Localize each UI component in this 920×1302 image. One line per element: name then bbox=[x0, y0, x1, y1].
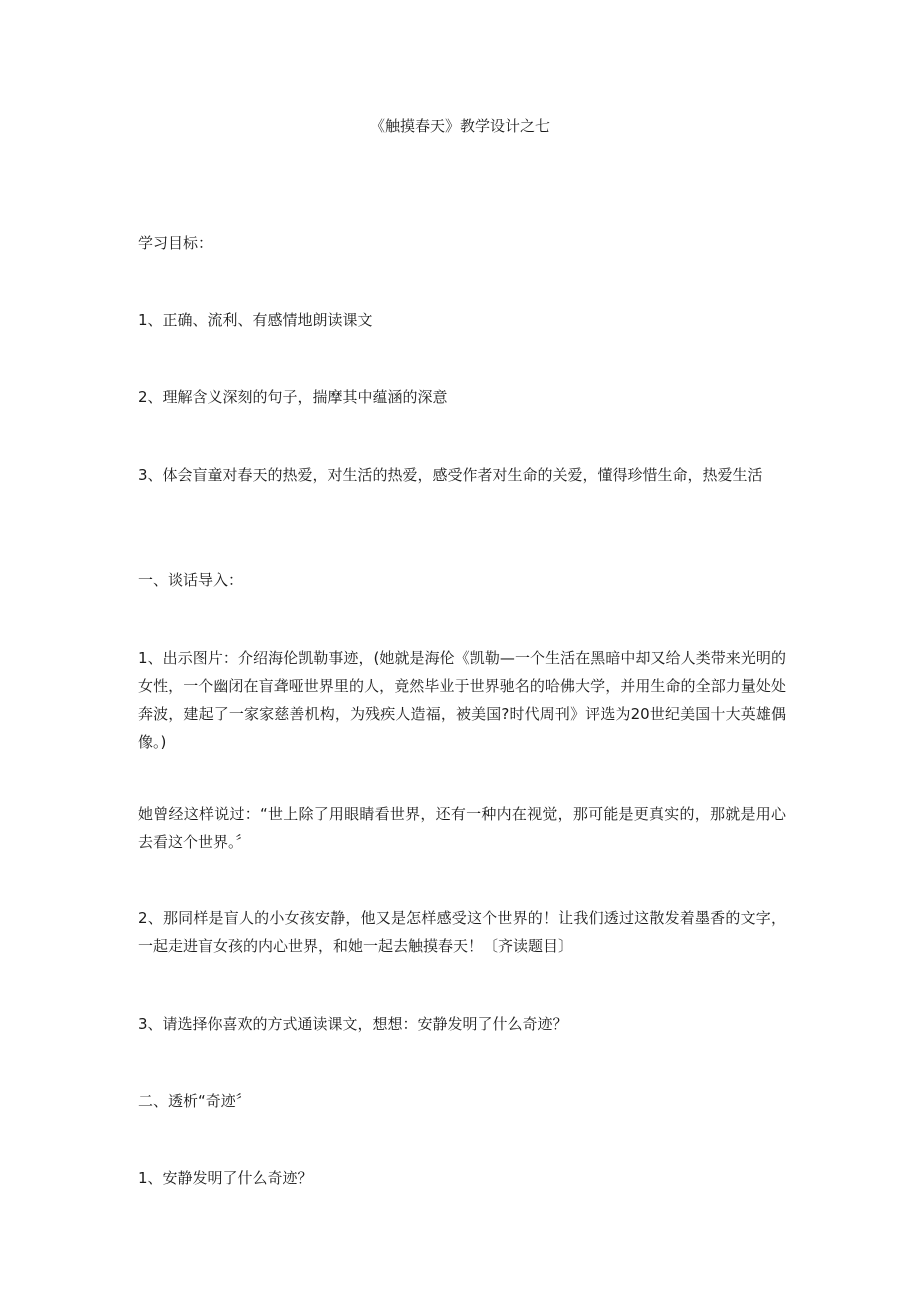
intro-item-1: 1、出示图片：介绍海伦凯勒事迹，(她就是海伦《凯勒—一个生活在黑暗中却又给人类带来光明的女性，一个幽闭在盲聋哑世界里的人，竟然毕业于世界驰名的哈佛大学，并用生命的全部力量处处奔波，建起了一家家慈善机构，为残疾人造福，被美国?时代周刊》评选为20世纪美国十大英雄偶像。) bbox=[138, 649, 786, 751]
goal-item-3: 3、体会盲童对春天的热爱，对生活的热爱，感受作者对生命的关爱，懂得珍惜生命，热爱生活 bbox=[138, 466, 763, 484]
miracle-item-1: 1、安静发明了什么奇迹？ bbox=[138, 1169, 313, 1187]
section-heading-intro: 一、谈话导入： bbox=[138, 571, 244, 589]
goal-item-2: 2、理解含义深刻的句子，揣摩其中蕴涵的深意 bbox=[138, 388, 448, 406]
quote-paragraph: 她曾经这样说过：“世上除了用眼睛看世界，还有一种内在视觉，那可能是更真实的，那就是用心去看这个世界。〞 bbox=[138, 805, 786, 851]
intro-item-2: 2、那同样是盲人的小女孩安静，他又是怎样感受这个世界的！让我们透过这散发着墨香的文字，一起走进盲女孩的内心世界，和她一起去触摸春天！〔齐读题目〕 bbox=[138, 909, 786, 955]
intro-item-3: 3、请选择你喜欢的方式通读课文，想想：安静发明了什么奇迹？ bbox=[138, 1015, 568, 1033]
section-heading-miracle: 二、透析“奇迹〞 bbox=[138, 1092, 251, 1110]
document-title: 《触摸春天》教学设计之七 bbox=[369, 117, 550, 135]
goal-item-1: 1、正确、流利、有感情地朗读课文 bbox=[138, 311, 373, 329]
section-heading-goals: 学习目标： bbox=[138, 234, 214, 252]
